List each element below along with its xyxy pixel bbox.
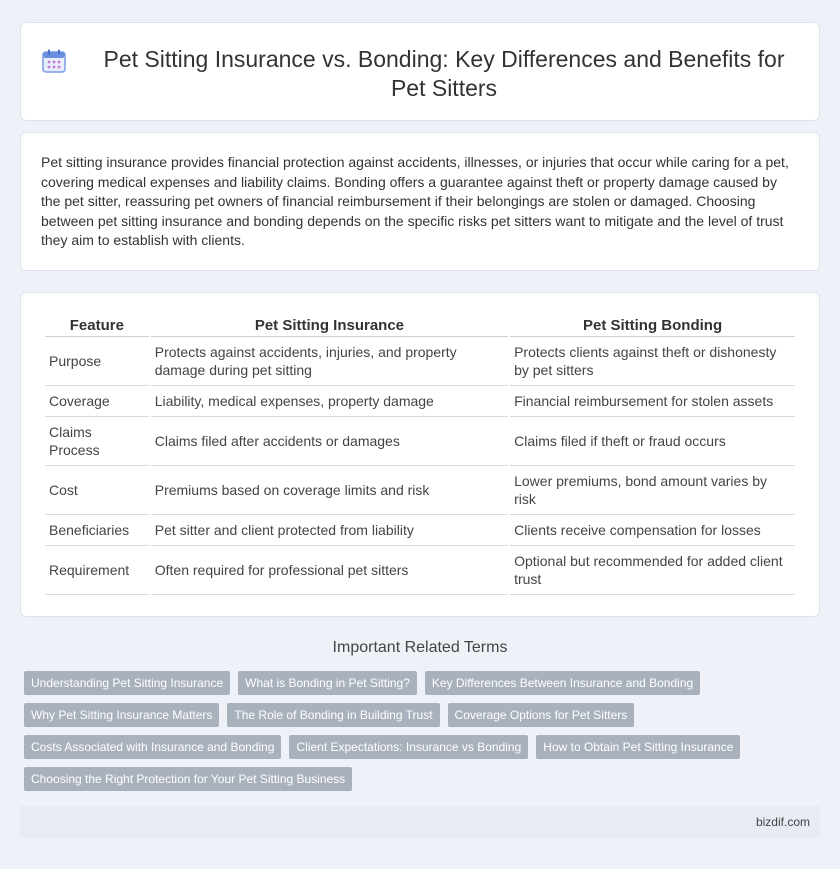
table-header-row — [45, 313, 795, 337]
table-cell: Clients receive compensation for losses — [510, 515, 795, 546]
related-terms-title: Important Related Terms — [332, 639, 508, 656]
table-cell: Pet sitter and client protected from liability — [151, 515, 508, 546]
related-tag[interactable]: Coverage Options for Pet Sitters — [448, 703, 635, 727]
table-cell: Claims filed if theft or fraud occurs — [510, 417, 795, 466]
column-header: Pet Sitting Bonding — [510, 313, 795, 337]
related-terms-section — [0, 639, 840, 671]
column-header: Pet Sitting Insurance — [151, 313, 508, 337]
table-cell: Premiums based on coverage limits and risk — [151, 466, 508, 515]
table-cell: Lower premiums, bond amount varies by risk — [510, 466, 795, 515]
table-cell: Cost — [45, 466, 149, 515]
table-cell: Optional but recommended for added client trust — [510, 546, 795, 595]
footer-site-link[interactable]: bizdif.com — [755, 815, 810, 829]
comparison-table-card — [20, 292, 820, 617]
related-tag[interactable]: Understanding Pet Sitting Insurance — [24, 671, 230, 695]
related-tag[interactable]: How to Obtain Pet Sitting Insurance — [536, 735, 740, 759]
column-header: Feature — [45, 313, 149, 337]
table-cell: Protects against accidents, injuries, and property damage during pet sitting — [151, 337, 508, 386]
intro-card — [20, 132, 820, 271]
related-tag[interactable]: Costs Associated with Insurance and Bonding — [24, 735, 281, 759]
table-cell: Liability, medical expenses, property damage — [151, 386, 508, 417]
intro-paragraph: Pet sitting insurance provides financial protection against accidents, illnesses, or injuries that occur while caring for a pet, covering medical expenses and liability claims. Bonding offers a guarantee against theft or property damage caused by the pet sitter, reassuring pet owners of financial reimbursement if their belongings are stolen or damaged. Choosing between pet sitting insurance and bonding depends on the specific risks pet sitters want to mitigate and the level of trust they aim to establish with clients. — [41, 154, 789, 248]
table-cell: Beneficiaries — [45, 515, 149, 546]
footer — [20, 806, 820, 838]
table-cell: Often required for professional pet sitters — [151, 546, 508, 595]
table-cell: Purpose — [45, 337, 149, 386]
comparison-table — [43, 313, 797, 595]
table-cell: Protects clients against theft or dishonesty by pet sitters — [510, 337, 795, 386]
title-wrap — [21, 23, 819, 103]
related-tag[interactable]: The Role of Bonding in Building Trust — [227, 703, 439, 727]
related-tag[interactable]: Client Expectations: Insurance vs Bonding — [289, 735, 528, 759]
table-cell: Financial reimbursement for stolen assets — [510, 386, 795, 417]
related-tag[interactable]: Key Differences Between Insurance and Bonding — [425, 671, 700, 695]
table-cell: Claims filed after accidents or damages — [151, 417, 508, 466]
related-tag[interactable]: Why Pet Sitting Insurance Matters — [24, 703, 219, 727]
table-row — [45, 417, 795, 466]
page-title: Pet Sitting Insurance vs. Bonding: Key Differences and Benefits for Pet Sitters — [103, 46, 785, 101]
related-tag[interactable]: What is Bonding in Pet Sitting? — [238, 671, 417, 695]
header-card — [20, 22, 820, 121]
related-tag[interactable]: Choosing the Right Protection for Your Pet Sitting Business — [24, 767, 352, 791]
table-cell: Requirement — [45, 546, 149, 595]
table-row — [45, 386, 795, 417]
related-tags — [24, 671, 814, 791]
table-cell: Coverage — [45, 386, 149, 417]
table-cell: Claims Process — [45, 417, 149, 466]
calendar-icon — [41, 48, 67, 74]
table-row — [45, 515, 795, 546]
table-row — [45, 337, 795, 386]
table-row — [45, 546, 795, 595]
table-row — [45, 466, 795, 515]
